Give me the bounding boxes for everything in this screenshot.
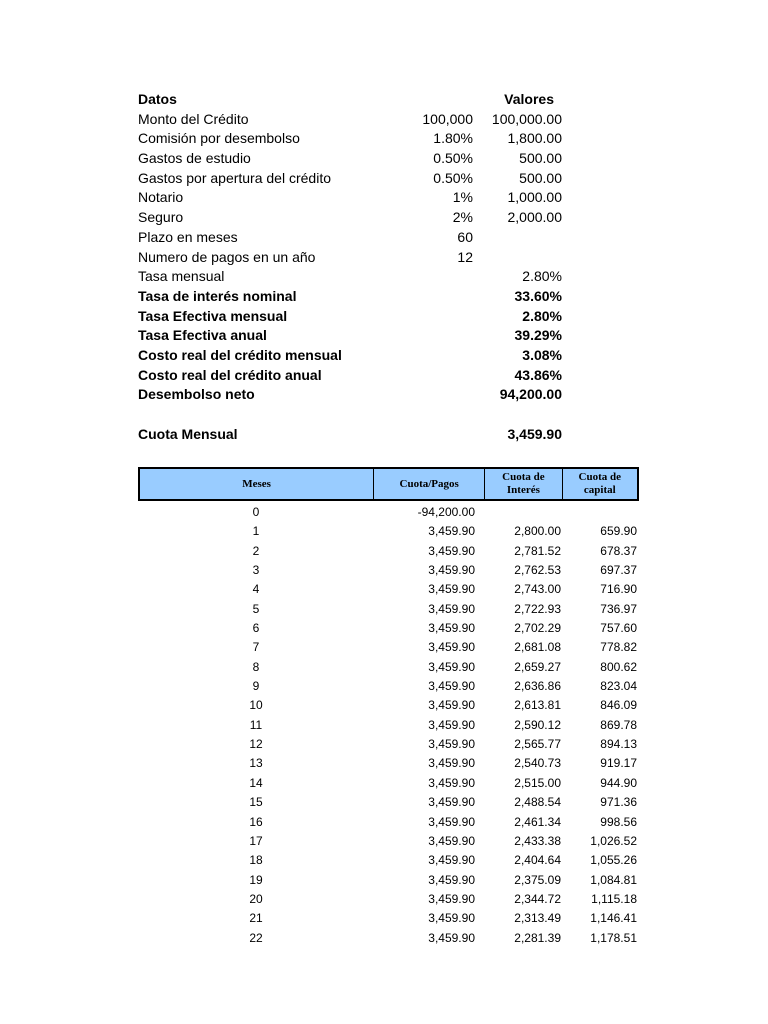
cell-cuota-interes: 2,515.00 (514, 775, 561, 790)
cell-cuota-capital: 757.60 (600, 621, 637, 636)
cell-cuota-pago: 3,459.90 (428, 717, 475, 732)
summary-rate: 1% (452, 189, 473, 206)
cell-cuota-interes: 2,702.29 (514, 621, 561, 636)
summary-row (138, 228, 568, 248)
cell-cuota-capital: 823.04 (600, 679, 637, 694)
cell-cuota-pago: 3,459.90 (428, 737, 475, 752)
cell-cuota-capital: 971.36 (600, 795, 637, 810)
cell-cuota-pago: 3,459.90 (428, 872, 475, 887)
cell-cuota-pago: 3,459.90 (428, 833, 475, 848)
cuota-mensual-row (138, 425, 568, 445)
summary-value: 1,000.00 (507, 189, 562, 206)
cell-mes: 16 (249, 814, 263, 829)
header-cuota-interes (485, 469, 562, 499)
summary-label: Tasa Efectiva anual (138, 327, 267, 344)
cell-cuota-pago: 3,459.90 (428, 659, 475, 674)
cell-mes: 5 (252, 601, 260, 616)
table-row (138, 871, 639, 890)
cell-cuota-pago: 3,459.90 (428, 601, 475, 616)
cell-cuota-pago: 3,459.90 (428, 795, 475, 810)
cell-cuota-capital: 697.37 (600, 563, 637, 578)
cell-cuota-pago: 3,459.90 (428, 814, 475, 829)
cell-mes: 22 (249, 930, 263, 945)
cell-cuota-pago: 3,459.90 (428, 543, 475, 558)
summary-label: Costo real del crédito mensual (138, 346, 342, 363)
cell-mes: 17 (249, 833, 263, 848)
cell-mes: 20 (249, 891, 263, 906)
table-row (138, 929, 639, 948)
summary-bold-row (138, 346, 568, 366)
table-row (138, 716, 639, 735)
table-row (138, 735, 639, 754)
summary-value: 3.08% (522, 346, 562, 363)
cell-cuota-interes: 2,636.86 (514, 679, 561, 694)
summary-rate: 60 (457, 228, 473, 245)
summary-value: 100,000.00 (491, 110, 562, 127)
cell-cuota-interes: 2,375.09 (514, 872, 561, 887)
summary-row (138, 188, 568, 208)
amortization-table (138, 467, 639, 948)
table-row (138, 774, 639, 793)
cell-cuota-capital: 1,084.81 (590, 872, 637, 887)
cell-cuota-pago: 3,459.90 (428, 756, 475, 771)
summary-row (138, 248, 568, 268)
summary-value: 94,200.00 (499, 386, 562, 403)
cell-mes: 7 (252, 640, 260, 655)
cell-cuota-capital: 869.78 (600, 717, 637, 732)
summary-bold-row (138, 385, 568, 405)
table-row (138, 696, 639, 715)
summary-value: 39.29% (514, 327, 562, 344)
cell-mes: 19 (249, 872, 263, 887)
cell-cuota-interes: 2,461.34 (514, 814, 561, 829)
summary-label: Tasa de interés nominal (138, 287, 297, 304)
summary-label: Plazo en meses (138, 228, 238, 245)
cell-cuota-capital: 716.90 (600, 582, 637, 597)
table-row (138, 503, 639, 522)
table-row (138, 832, 639, 851)
summary-row (138, 169, 568, 189)
summary-label: Tasa mensual (138, 268, 225, 285)
valores-heading: Valores (504, 91, 554, 107)
header-capital-line2: capital (583, 484, 616, 496)
cell-cuota-capital: 1,026.52 (590, 833, 637, 848)
cell-cuota-interes: 2,281.39 (514, 930, 561, 945)
cell-mes: 15 (249, 795, 263, 810)
cell-mes: 21 (249, 911, 263, 926)
cell-mes: 18 (249, 853, 263, 868)
table-row (138, 851, 639, 870)
cell-cuota-pago: 3,459.90 (428, 891, 475, 906)
summary-label: Comisión por desembolso (138, 130, 300, 147)
summary-rate: 1.80% (433, 130, 473, 147)
summary-label: Monto del Crédito (138, 110, 249, 127)
cell-cuota-pago: 3,459.90 (428, 640, 475, 655)
cell-cuota-pago: 3,459.90 (428, 621, 475, 636)
cell-cuota-interes: 2,344.72 (514, 891, 561, 906)
header-interes-line1: Cuota de (502, 471, 545, 483)
summary-value: 33.60% (514, 287, 562, 304)
table-row (138, 677, 639, 696)
cell-cuota-capital: 659.90 (600, 524, 637, 539)
summary-rate: 12 (457, 248, 473, 265)
summary-value: 1,800.00 (507, 130, 562, 147)
cell-cuota-capital: 1,115.18 (591, 891, 637, 906)
cell-cuota-capital: 894.13 (600, 737, 637, 752)
summary-row (138, 267, 568, 287)
summary-value: 500.00 (519, 169, 562, 186)
cell-cuota-pago: 3,459.90 (428, 930, 475, 945)
table-row (138, 813, 639, 832)
table-row (138, 522, 639, 541)
summary-bold-row (138, 326, 568, 346)
cuota-mensual-value: 3,459.90 (507, 426, 562, 442)
table-row (138, 793, 639, 812)
table-row (138, 600, 639, 619)
summary-rate: 0.50% (433, 150, 473, 167)
cell-cuota-interes: 2,590.12 (514, 717, 561, 732)
header-capital-line1: Cuota de (578, 471, 622, 483)
cell-cuota-interes: 2,404.64 (514, 853, 561, 868)
summary-bold-rows (138, 287, 568, 405)
cuota-mensual-label: Cuota Mensual (138, 426, 238, 442)
summary-label: Gastos por apertura del crédito (138, 169, 331, 186)
spacer (138, 405, 568, 425)
cell-cuota-capital: 678.37 (600, 543, 637, 558)
cell-mes: 9 (252, 679, 260, 694)
cell-cuota-pago: 3,459.90 (428, 679, 475, 694)
summary-label: Numero de pagos en un año (138, 248, 316, 265)
cell-cuota-capital: 919.17 (600, 756, 637, 771)
table-body (138, 503, 639, 948)
cell-cuota-pago: 3,459.90 (428, 911, 475, 926)
summary-row (138, 208, 568, 228)
cell-cuota-interes: 2,433.38 (514, 833, 561, 848)
cell-cuota-interes: 2,565.77 (514, 737, 561, 752)
cell-cuota-capital: 944.90 (600, 775, 637, 790)
cell-cuota-interes: 2,800.00 (514, 524, 561, 539)
cell-mes: 8 (252, 659, 260, 674)
summary-rate: 2% (452, 209, 473, 226)
summary-value: 2.80% (522, 307, 562, 324)
cell-mes: 10 (249, 698, 263, 713)
cell-cuota-pago: 3,459.90 (428, 524, 475, 539)
cell-cuota-interes: 2,781.52 (514, 543, 561, 558)
summary-value: 43.86% (514, 366, 562, 383)
summary-rate: 100,000 (422, 110, 473, 127)
cell-cuota-interes: 2,313.49 (514, 911, 561, 926)
summary-bold-row (138, 287, 568, 307)
cell-cuota-pago: 3,459.90 (428, 582, 475, 597)
cell-cuota-pago: 3,459.90 (428, 853, 475, 868)
summary-bold-row (138, 307, 568, 327)
summary-row (138, 129, 568, 149)
summary-label: Desembolso neto (138, 386, 255, 403)
summary-row (138, 110, 568, 130)
cell-cuota-interes: 2,743.00 (514, 582, 561, 597)
cell-mes: 2 (252, 543, 260, 558)
summary-value: 500.00 (519, 150, 562, 167)
summary-label: Seguro (138, 209, 184, 226)
cell-mes: 4 (252, 582, 260, 597)
table-row (138, 658, 639, 677)
table-row (138, 754, 639, 773)
table-row (138, 638, 639, 657)
cell-cuota-capital: 846.09 (600, 698, 637, 713)
table-row (138, 890, 639, 909)
summary-label: Notario (138, 189, 184, 206)
summary-rate: 0.50% (433, 169, 473, 186)
table-row (138, 619, 639, 638)
cell-cuota-capital (564, 503, 639, 522)
cell-cuota-interes: 2,659.27 (514, 659, 561, 674)
summary-header (138, 90, 568, 110)
cell-cuota-interes: 2,681.08 (514, 640, 561, 655)
summary-rows (138, 110, 568, 287)
summary-label: Gastos de estudio (138, 150, 251, 167)
summary-bold-row (138, 366, 568, 386)
cell-mes: 1 (252, 524, 260, 539)
header-cuota-capital (563, 469, 637, 499)
header-meses: Meses (140, 469, 374, 499)
cell-cuota-interes: 2,540.73 (514, 756, 561, 771)
cell-mes: 13 (249, 756, 263, 771)
summary-label: Tasa Efectiva mensual (138, 307, 288, 324)
cell-cuota-capital: 1,146.41 (590, 911, 637, 926)
cell-cuota-interes (486, 503, 564, 522)
summary-label: Costo real del crédito anual (138, 366, 322, 383)
table-row (138, 542, 639, 561)
summary-row (138, 149, 568, 169)
cell-mes: 11 (249, 717, 263, 732)
cell-cuota-interes: 2,613.81 (514, 698, 561, 713)
table-header (138, 467, 639, 501)
table-row (138, 561, 639, 580)
datos-heading: Datos (138, 91, 177, 107)
table-row (138, 909, 639, 928)
cell-cuota-capital: 800.62 (600, 659, 637, 674)
cell-cuota-pago: 3,459.90 (428, 698, 475, 713)
cell-cuota-pago: 3,459.90 (428, 563, 475, 578)
cell-mes: 14 (249, 775, 263, 790)
cell-cuota-capital: 1,178.51 (590, 930, 637, 945)
summary-value: 2,000.00 (507, 209, 562, 226)
cell-mes: 12 (249, 737, 263, 752)
cell-cuota-capital: 1,055.26 (590, 853, 637, 868)
header-interes-line2: Interés (506, 484, 540, 496)
header-cuota-pagos: Cuota/Pagos (374, 469, 485, 499)
cell-cuota-interes: 2,488.54 (514, 795, 561, 810)
cell-mes: 6 (252, 621, 260, 636)
table-row (138, 580, 639, 599)
cell-cuota-capital: 778.82 (600, 640, 637, 655)
cell-cuota-pago: -94,200.00 (417, 505, 475, 519)
summary-value: 2.80% (522, 268, 562, 285)
cell-mes: 0 (252, 505, 260, 519)
credit-summary (138, 90, 568, 445)
cell-mes: 3 (252, 563, 260, 578)
cell-cuota-interes: 2,722.93 (514, 601, 561, 616)
cell-cuota-interes: 2,762.53 (514, 563, 561, 578)
cell-cuota-capital: 736.97 (600, 601, 637, 616)
cell-cuota-pago: 3,459.90 (428, 775, 475, 790)
cell-cuota-capital: 998.56 (600, 814, 637, 829)
